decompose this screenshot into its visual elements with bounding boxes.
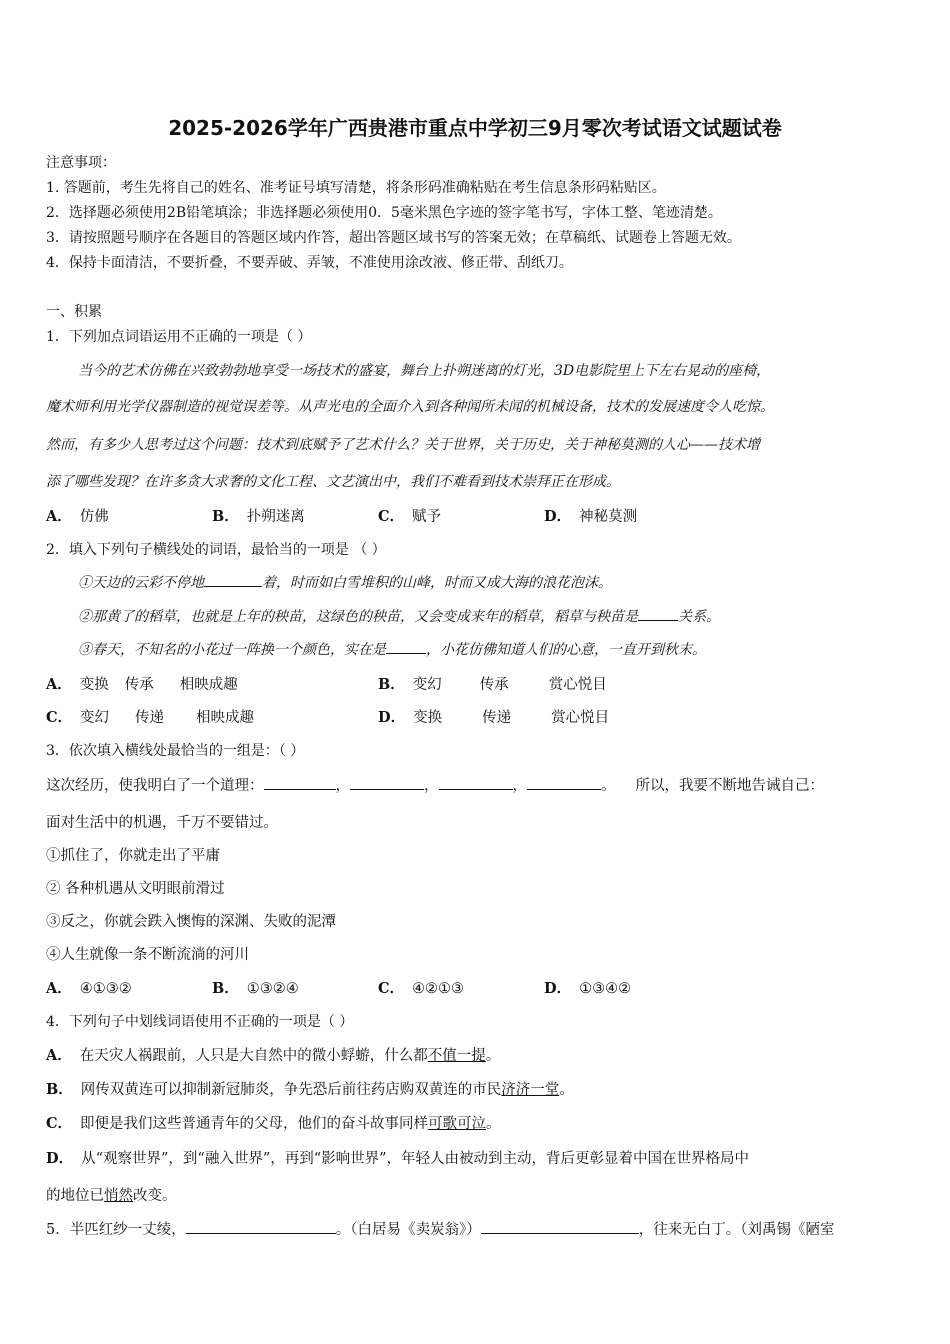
question-3-stem: 3．依次填入横线处最恰当的一组是：（ ） [46, 743, 305, 759]
question-1-stem: 1．下列加点词语运用不正确的一项是（ ） [46, 329, 312, 345]
notice-item: 4．保持卡面清洁，不要折叠，不要弄破、弄皱，不准使用涂改液、修正带、刮纸刀。 [46, 255, 573, 271]
option-a[interactable] [46, 505, 109, 526]
option-b[interactable] [212, 505, 305, 526]
option-b[interactable]: B． 网传双黄连可以抑制新冠肺炎，争先恐后前往药店购双黄连的市民济济一堂。 [46, 1081, 574, 1098]
sentence-1: ①天边的云彩不停地 着，时而如白雪堆积的山峰，时而又成大海的浪花泡沫。 [78, 572, 612, 592]
option-b[interactable]: B． 变幻 传承 赏心悦目 [378, 676, 607, 693]
fill-blank[interactable] [481, 1219, 639, 1234]
option-text: 赋予 [412, 509, 442, 525]
fill-blank[interactable] [638, 606, 678, 621]
option-d[interactable]: D． 变换 传递 赏心悦目 [378, 709, 610, 726]
fill-blank[interactable] [386, 639, 426, 654]
passage-line: 然而，有多少人思考过这个问题：技术到底赋予了艺术什么？关于世界，关于历史，关于神秘莫测的人心——技术增 [46, 437, 760, 453]
q3-sentence: 这次经历，使我明白了一个道理： ， ， ， 。 所以，我要不断地告诫自己： [46, 774, 824, 795]
q3-item: ④人生就像一条不断流淌的河川 [46, 947, 249, 963]
q3-sentence: 面对生活中的机遇，千万不要错过。 [46, 815, 278, 831]
q3-item: ③反之，你就会跌入懊悔的深渊、失败的泥潭 [46, 914, 336, 930]
fill-blank[interactable] [350, 775, 424, 790]
option-c[interactable]: C． ④②①③ [378, 980, 465, 997]
option-label: D． [544, 508, 572, 525]
option-c[interactable] [378, 505, 441, 526]
option-d[interactable]: D． ①③④② [544, 980, 632, 997]
option-text: 神秘莫测 [579, 509, 638, 525]
q3-item: ①抓住了，你就走出了平庸 [46, 848, 220, 864]
notice-item: 1. 答题前，考生先将自己的姓名、准考证号填写清楚，将条形码准确粘贴在考生信息条形码粘贴区。 [46, 180, 666, 196]
notice-heading: 注意事项： [46, 155, 116, 171]
fill-blank[interactable] [439, 775, 513, 790]
option-b[interactable]: B． ①③②④ [212, 980, 299, 997]
fill-blank[interactable] [204, 572, 262, 587]
q3-item: ② 各种机遇从文明眼前滑过 [46, 881, 225, 897]
option-d[interactable] [544, 505, 637, 526]
option-a[interactable]: A． 变换 传承 相映成趣 [46, 676, 238, 693]
passage-line: 魔术师利用光学仪器制造的视觉误差等。从声光电的全面介入到各种闻所未闻的机械设备，技术的发展速度令人吃惊。 [46, 399, 774, 415]
option-d[interactable]: D． 从“观察世界”，到“融入世界”，再到“影响世界”，年轻人由被动到主动，背后更彰显着中国在世界格局中 [46, 1150, 750, 1167]
option-c[interactable]: C． 即便是我们这些普通青年的父母，他们的奋斗故事同样可歌可泣。 [46, 1115, 501, 1132]
question-4-stem: 4．下列句子中划线词语使用不正确的一项是（ ） [46, 1014, 354, 1030]
fill-blank[interactable] [527, 775, 601, 790]
notice-item: 3．请按照题号顺序在各题目的答题区域内作答，超出答题区域书写的答案无效；在草稿纸、试题卷上答题无效。 [46, 230, 741, 246]
passage-line: 添了哪些发现？在许多贪大求奢的文化工程、文艺演出中，我们不难看到技术崇拜正在形成。 [46, 474, 620, 490]
option-label: B． [212, 508, 239, 525]
passage-line: 当今的艺术仿佛在兴致勃勃地享受一场技术的盛宴，舞台上扑朔迷离的灯光，3D电影院里上下左右晃动的座椅， [78, 363, 771, 379]
page-title: 2025-2026学年广西贵港市重点中学初三9月零次考试语文试题试卷 [168, 116, 782, 140]
fill-blank[interactable] [264, 775, 336, 790]
sentence-2: ②那黄了的稻草，也就是上年的秧苗，这绿色的秧苗，又会变成来年的稻草，稻草与秧苗是 关系。 [78, 606, 720, 626]
option-label: C． [378, 508, 405, 525]
option-a[interactable]: A． 在天灾人祸跟前，人只是大自然中的微小蜉蝣，什么都不值一提。 [46, 1047, 501, 1064]
sentence-3: ③春天，不知名的小花过一阵换一个颜色，实在是 ，小花仿佛知道人们的心意，一直开到秋末。 [78, 639, 706, 659]
notice-item: 2．选择题必须使用2B铅笔填涂；非选择题必须使用0．5毫米黑色字迹的签字笔书写，字体工整、笔迹清楚。 [46, 205, 722, 221]
fill-blank[interactable] [186, 1219, 336, 1234]
option-text: 仿佛 [79, 509, 109, 525]
option-a[interactable]: A． ④①③② [46, 980, 132, 997]
option-c[interactable]: C． 变幻 传递 相映成趣 [46, 709, 255, 726]
section-heading: 一、积累 [46, 304, 102, 320]
option-text: 扑朔迷离 [246, 509, 305, 525]
option-d-continued: 的地位已悄然改变。 [46, 1188, 177, 1204]
question-5: 5．半匹红纱一丈绫， 。（白居易《卖炭翁》） ，往来无白丁。（刘禹锡《陋室 [46, 1218, 834, 1239]
question-2-stem: 2．填入下列句子横线处的词语，最恰当的一项是 （ ） [46, 542, 386, 558]
option-label: A． [46, 508, 72, 525]
